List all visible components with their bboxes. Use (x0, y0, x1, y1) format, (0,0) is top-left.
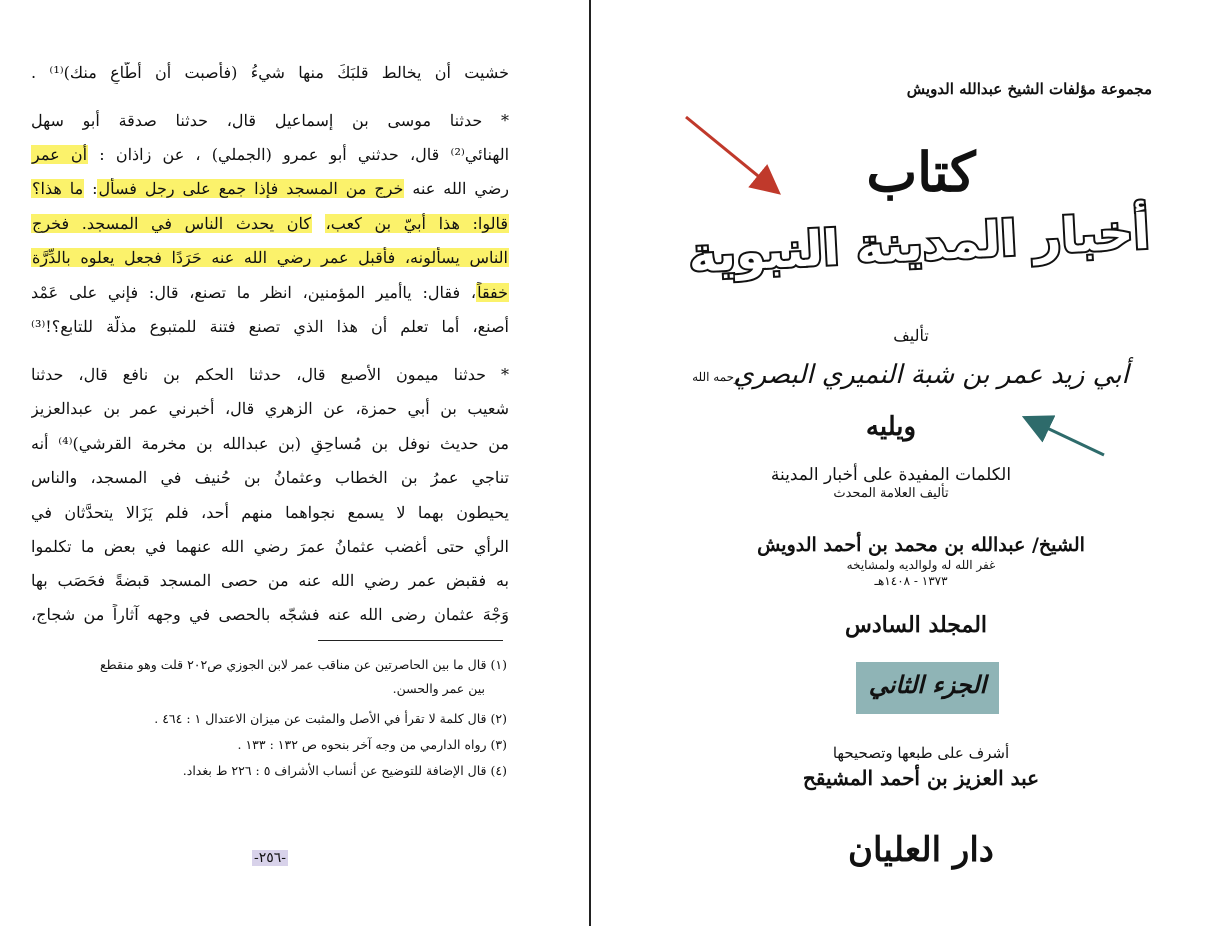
author-name: أبي زيد عمر بن شبة النميري البصري (733, 360, 1129, 390)
page-number: -٢٥٦- (253, 850, 287, 866)
text-line-8: أصنع، أما تعلم أن هذا الذي تصنع فتنة للمتبوع مذلّة للتابع؟!⁽³⁾ (31, 317, 509, 336)
text-line-5: قالوا: هذا أبيّ بن كعب، كان يحدث الناس في المسجد. فخرج (32, 214, 509, 233)
text-line-9: * حدثنا ميمون الأصبع قال، حدثنا الحكم بن نافع قال، حدثنا (31, 365, 509, 384)
text-line-11: من حديث نوفل بن مُساحِقٍ (بن عبدالله بن مخرمة القرشي)⁽⁴⁾ أنه (31, 434, 509, 453)
kalimat-subtitle: تأليف العلامة المحدث (833, 486, 949, 501)
text-line-4: رضي الله عنه خرج من المسجد فإذا جمع على رجل فسأل: ما هذا؟ (32, 179, 509, 198)
text-line-3: الهنائي⁽²⁾ قال، حدثني أبو عمرو (الجملي) ، عن زاذان : أن عمر (32, 145, 509, 164)
supervised-label: أشرف على طبعها وتصحيحها (832, 744, 1010, 762)
text-line-15: به فقبض عمر رضي الله عنه من حصى المسجد قبضةً فحَصَب بها (31, 571, 509, 590)
sheikh-name: الشيخ/ عبدالله بن محمد بن أحمد الدويش (757, 534, 1085, 556)
highlight-4: كان يحدث الناس في المسجد. فخرج (32, 214, 311, 233)
rahimahu-label: رحمه الله (692, 370, 740, 384)
text-line-16: وَجْهَ عثمان رضى الله عنه فشجّه بالحصى في وجهه آثاراً من شجاج، (31, 605, 509, 624)
highlight-5: خفقاً (477, 283, 509, 302)
left-page (0, 0, 589, 926)
footnote-1-continued: بين عمر والحسن. (392, 681, 485, 696)
series-title: مجموعة مؤلفات الشيخ عبدالله الدويش (906, 80, 1152, 98)
highlight-1: أن عمر (32, 145, 88, 164)
publisher-logo: دار العليان (848, 830, 994, 870)
footnote-rule (318, 640, 503, 641)
sheikh-dua: غفر الله له ولوالديه ولمشايخه (846, 558, 996, 572)
kalimat-title: الكلمات المفيدة على أخبار المدينة (770, 465, 1012, 485)
talif-label: تأليف (893, 326, 929, 345)
text-line-6 (31, 247, 509, 269)
sheikh-years: ١٣٧٣ - ١٤٠٨هـ (874, 574, 948, 588)
part-label: الجزء الثاني (868, 670, 987, 699)
footnote-3: (٣) رواه الدارمي من وجه آخر بنحوه ص ١٣٢ : ١٣٣ . (237, 737, 507, 752)
book-title-text: أخبار المدينة النبوية (687, 203, 1152, 284)
highlight-3: ما هذا؟ (32, 179, 84, 198)
text-line-12: تناجي عمرُ بن الخطاب وعثمانُ بن حُنيف في المسجد، والناس (31, 468, 509, 487)
footnote-2: (٢) قال كلمة لا تقرأ في الأصل والمثبت عن ميزان الاعتدال ١ : ٤٦٤ . (154, 711, 507, 726)
supervisor-name: عبد العزيز بن أحمد المشيقح (802, 766, 1040, 790)
text-line-2: * حدثنا موسى بن إسماعيل قال، حدثنا صدقة أبو سهل (31, 111, 509, 130)
highlight-6: الناس يسألونه، فأقبل عمر رضي الله عنه حَرَدًا فجعل يعلوه بالدِّرَّة (32, 248, 508, 267)
highlight-2: خرج من المسجد فإذا جمع على رجل فسأل (98, 179, 404, 198)
footnote-1: (١) قال ما بين الحاصرتين عن مناقب عمر لابن الجوزي ص٢٠٢ قلت وهو منقطع (100, 657, 507, 672)
text-line-10: شعيب بن أبي حمزة، عن الزهري قال، أخبرني عمر بن عبدالعزيز (31, 399, 509, 418)
text-line-13: يحيطون بهما لا يسمع نجواهما منهم أحد، فلم يَزَالا يتحدَّثان في (31, 503, 509, 522)
kitab-heading: كتاب (866, 140, 976, 204)
text-line-1: خشيت أن يخالط قلبَكَ منها شيءُ (فأصبت أن أُطَّاعِ منك)⁽¹⁾ . (31, 63, 509, 82)
book-title (676, 196, 1156, 288)
wa-yalih-label: ويليه (865, 412, 917, 442)
title-page (591, 0, 1210, 926)
text-line-7: خفقاً، فقال: ياأمير المؤمنين، انظر ما تصنع، قال: فإني على عَمْد (31, 283, 509, 302)
footnote-4: (٤) قال الإضافة للتوضيح عن أنساب الأشراف ٥ : ٢٢٦ ط بغداد. (182, 763, 507, 778)
text-line-14: الرأي حتى أغضب عثمانُ عمرَ رضي الله عنهما في بعض ما تكلموا (31, 537, 509, 556)
volume-label: المجلد السادس (844, 612, 988, 638)
